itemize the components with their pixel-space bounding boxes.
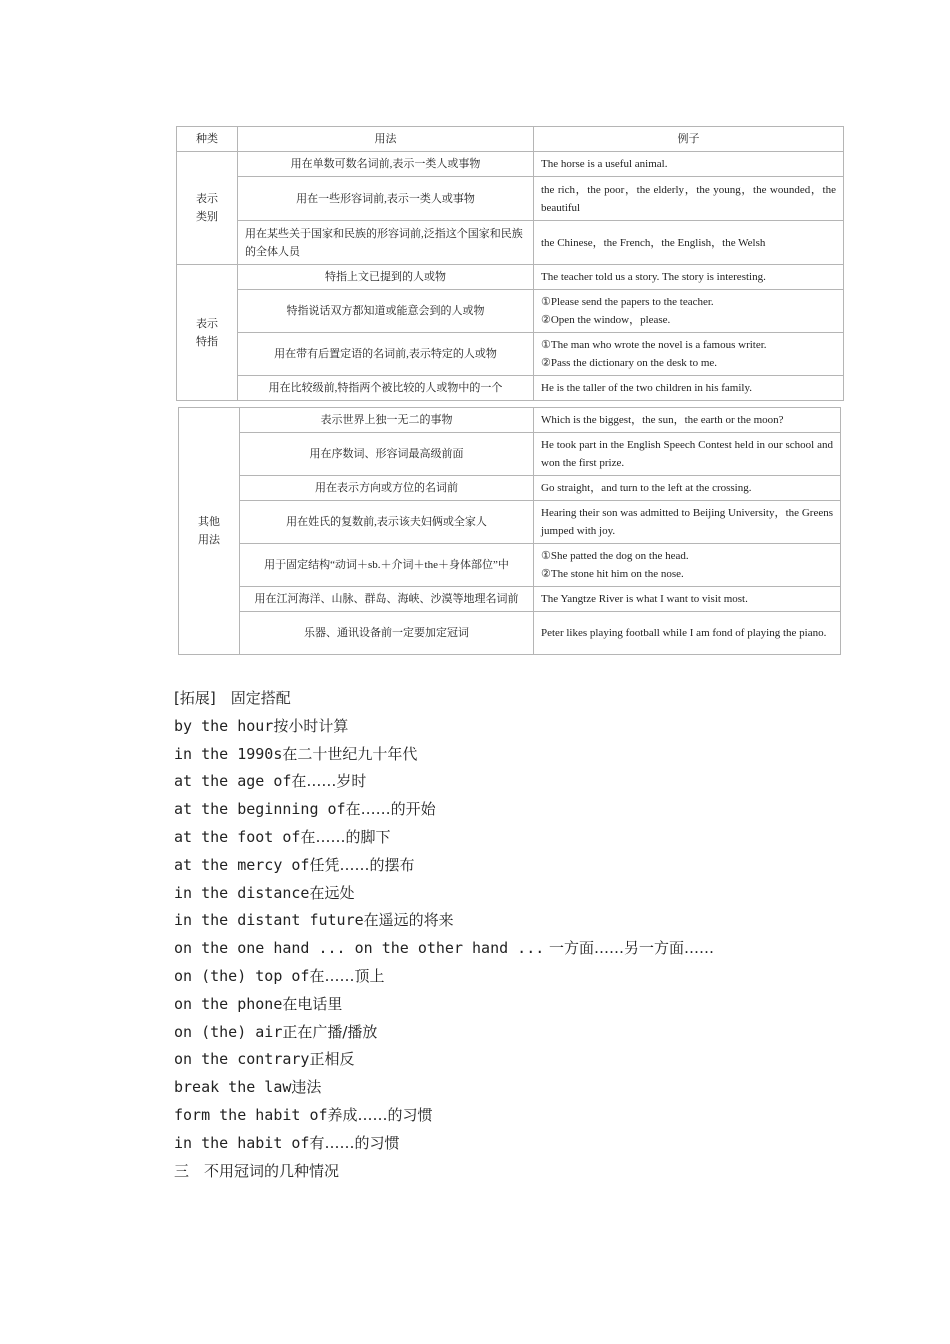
phrase-chinese: 按小时计算: [273, 716, 349, 735]
phrase-line: [174, 824, 714, 852]
phrase-line: [174, 741, 714, 769]
example-cell: The teacher told us a story. The story is interesting.: [534, 265, 844, 290]
phrase-chinese: 在……顶上: [309, 966, 385, 985]
phrase-english: break the law: [174, 1078, 292, 1097]
example-cell: the rich，the poor，the elderly，the young，the wounded，the beautiful: [534, 177, 844, 221]
phrase-chinese: 在电话里: [282, 994, 343, 1013]
phrase-english: in the habit of: [174, 1133, 310, 1152]
phrase-line: [174, 796, 714, 824]
section-title: 三 不用冠词的几种情况: [174, 1161, 340, 1180]
example-cell: ①Please send the papers to the teacher. ②Open the window，please.: [534, 290, 844, 333]
example-cell: He is the taller of the two children in his family.: [534, 376, 844, 401]
phrase-english: in the 1990s: [174, 744, 283, 763]
example-cell: ①She patted the dog on the head. ②The stone hit him on the nose.: [534, 544, 841, 587]
example-cell: Hearing their son was admitted to Beijing University，the Greens jumped with joy.: [534, 501, 841, 544]
phrase-line: [174, 907, 714, 935]
fixed-collocations-section: [174, 685, 714, 1185]
example-cell: Go straight，and turn to the left at the crossing.: [534, 476, 841, 501]
category-cell: [177, 152, 238, 265]
usage-cell: 表示世界上独一无二的事物: [240, 408, 534, 433]
usage-cell: 用于固定结构“动词＋sb.＋介词＋the＋身体部位”中: [240, 544, 534, 587]
phrase-english: at the foot of: [174, 827, 301, 846]
phrase-line: [174, 1102, 714, 1130]
category-label: 其他 用法: [198, 516, 220, 546]
category-cell: [177, 265, 238, 401]
table-header-row: [177, 127, 844, 152]
article-usage-table-1: [176, 126, 844, 401]
phrase-english: on the phone: [174, 994, 283, 1013]
header-usage: 用法: [238, 127, 534, 152]
example-cell: the Chinese，the French，the English，the Welsh: [534, 221, 844, 265]
usage-cell: 乐器、通讯设备前一定要加定冠词: [240, 612, 534, 655]
table-row: [177, 152, 844, 177]
phrase-english: at the age of: [174, 772, 292, 791]
phrase-chinese: 养成……的习惯: [327, 1105, 433, 1124]
phrase-english: in the distant future: [174, 911, 364, 930]
table-row: [179, 476, 841, 501]
phrase-english: on (the) air: [174, 1022, 283, 1041]
example-cell: The Yangtze River is what I want to visit most.: [534, 587, 841, 612]
category-label: 表示 特指: [196, 317, 218, 348]
phrase-chinese: 在远处: [309, 883, 355, 902]
phrase-line: [174, 880, 714, 908]
phrase-line: [174, 1046, 714, 1074]
phrase-line: [174, 713, 714, 741]
usage-cell: 特指上文已提到的人或物: [238, 265, 534, 290]
article-usage-table-2: [178, 407, 841, 655]
phrase-english: in the distance: [174, 883, 310, 902]
table-row: [179, 501, 841, 544]
header-category: 种类: [177, 127, 238, 152]
phrase-line: [174, 1019, 714, 1047]
phrase-line: [174, 768, 714, 796]
usage-cell: 用在一些形容词前,表示一类人或事物: [238, 177, 534, 221]
example-cell: Peter likes playing football while I am fond of playing the piano.: [534, 612, 841, 655]
header-example: 例子: [534, 127, 844, 152]
example-cell: ①The man who wrote the novel is a famous writer. ②Pass the dictionary on the desk to me.: [534, 333, 844, 376]
usage-cell: 用在序数词、形容词最高级前面: [240, 433, 534, 476]
table-row: [177, 290, 844, 333]
table-row: [177, 265, 844, 290]
phrase-chinese: 正在广播/播放: [282, 1022, 378, 1041]
phrase-english: by the hour: [174, 716, 274, 735]
phrase-chinese: 违法: [291, 1078, 322, 1097]
category-label: 表示 类别: [196, 193, 218, 223]
phrase-chinese: 在……的脚下: [300, 827, 391, 846]
category-cell: [179, 408, 240, 655]
phrase-chinese: 在遥远的将来: [363, 911, 454, 930]
usage-cell: 用在姓氏的复数前,表示该夫妇俩或全家人: [240, 501, 534, 544]
table-row: [177, 333, 844, 376]
phrase-line: [174, 1074, 714, 1102]
usage-cell: 用在某些关于国家和民族的形容词前,泛指这个国家和民族的全体人员: [238, 221, 534, 265]
phrase-english: on the contrary: [174, 1050, 310, 1069]
phrase-chinese: 正相反: [309, 1050, 355, 1069]
usage-cell: 特指说话双方都知道或能意会到的人或物: [238, 290, 534, 333]
phrase-chinese: 一方面……另一方面……: [544, 939, 715, 958]
phrase-line: [174, 963, 714, 991]
usage-cell: 用在表示方向或方位的名词前: [240, 476, 534, 501]
phrase-list: [174, 713, 714, 1158]
usage-cell: 用在比较级前,特指两个被比较的人或物中的一个: [238, 376, 534, 401]
phrase-english: on the one hand ... on the other hand ...: [174, 939, 545, 958]
table-row: [179, 433, 841, 476]
table-row: [179, 544, 841, 587]
table-row: [177, 221, 844, 265]
phrase-english: on (the) top of: [174, 966, 310, 985]
phrase-line: [174, 991, 714, 1019]
example-cell: Which is the biggest，the sun，the earth or the moon?: [534, 408, 841, 433]
phrase-chinese: 有……的习惯: [309, 1133, 400, 1152]
extension-heading: [拓展] 固定搭配: [174, 689, 291, 707]
table-row: [179, 612, 841, 655]
phrase-line: [174, 852, 714, 880]
example-cell: He took part in the English Speech Contest held in our school and won the first prize.: [534, 433, 841, 476]
example-cell: The horse is a useful animal.: [534, 152, 844, 177]
phrase-line: [174, 935, 714, 963]
usage-cell: 用在江河海洋、山脉、群岛、海峡、沙漠等地理名词前: [240, 587, 534, 612]
phrase-english: form the habit of: [174, 1105, 328, 1124]
phrase-chinese: 在二十世纪九十年代: [282, 744, 418, 763]
phrase-chinese: 任凭……的摆布: [309, 855, 415, 874]
phrase-chinese: 在……的开始: [345, 800, 436, 819]
usage-cell: 用在带有后置定语的名词前,表示特定的人或物: [238, 333, 534, 376]
phrase-english: at the mercy of: [174, 855, 310, 874]
table-row: [177, 376, 844, 401]
phrase-english: at the beginning of: [174, 800, 346, 819]
table-row: [177, 177, 844, 221]
phrase-line: [174, 1130, 714, 1158]
phrase-chinese: 在……岁时: [291, 772, 367, 791]
table-row: [179, 408, 841, 433]
usage-cell: 用在单数可数名词前,表示一类人或事物: [238, 152, 534, 177]
table-row: [179, 587, 841, 612]
